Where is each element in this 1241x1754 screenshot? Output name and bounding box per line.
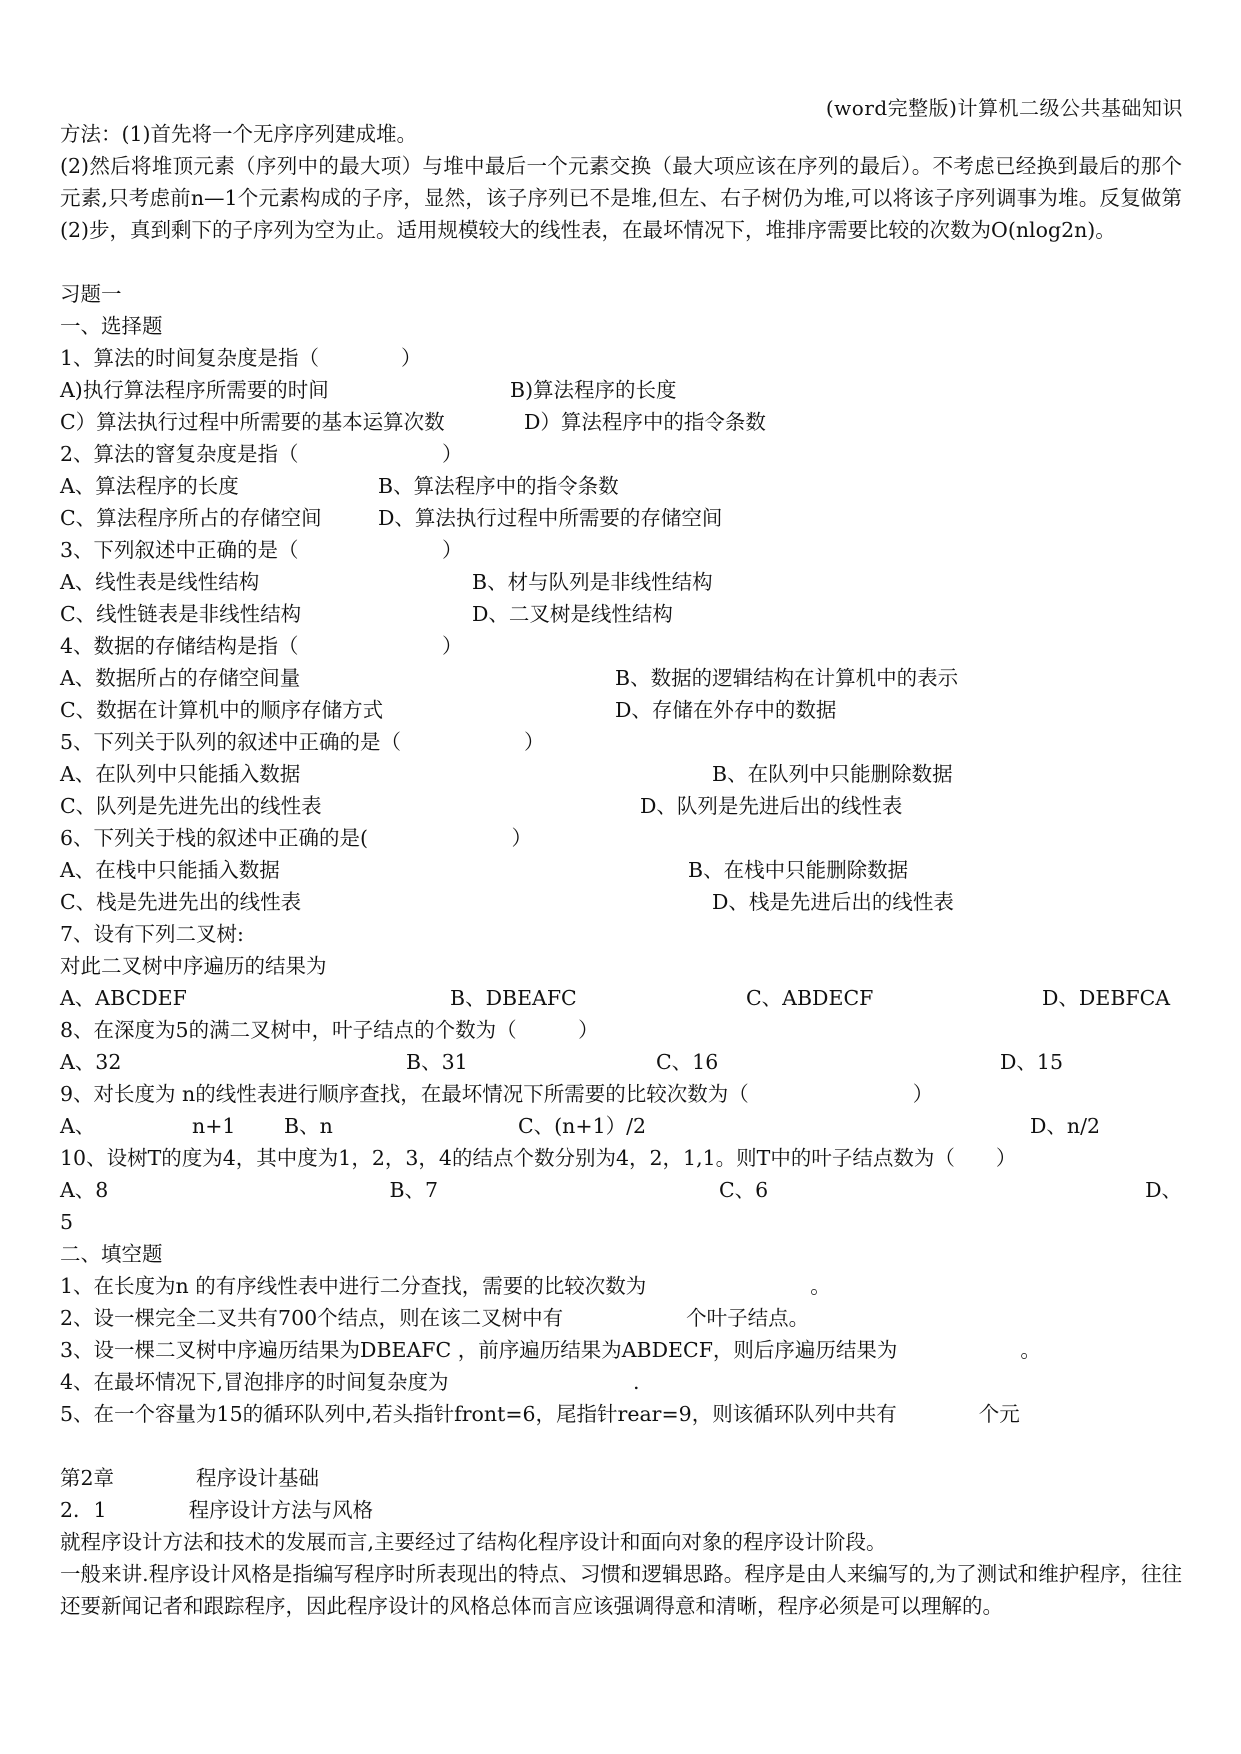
question-options xyxy=(60,790,1182,822)
fill-question: 3、设一棵二叉树中序遍历结果为DBEAFC ，前序遍历结果为ABDECF，则后序遍历结果为 。 xyxy=(60,1338,1041,1362)
option: D、存储在外存中的数据 xyxy=(615,698,837,722)
document-body xyxy=(60,118,1182,1622)
question-options xyxy=(60,982,1182,1014)
question-stem: 8、在深度为5的满二叉树中，叶子结点的个数为（ ） xyxy=(60,1018,599,1042)
option: C、线性链表是非线性结构 xyxy=(60,602,302,626)
option: A、32 xyxy=(60,1050,122,1074)
heap-method-step2: (2)然后将堆顶元素（序列中的最大项）与堆中最后一个元素交换（最大项应该在序列的最后）。不考虑已经换到最后的那个元素,只考虑前n—1个元素构成的子序，显然，该子序列已不是堆,但左、右子树仍为堆,可以将该子序列调事为堆。反复做第(2)步，真到剩下的子序列为空为止。适用规模较大的线性表，在最坏情况下，堆排序需要比较的次数为O(nlog2n)。 xyxy=(60,154,1182,242)
question-options xyxy=(60,1174,1182,1206)
option: A、在栈中只能插入数据 xyxy=(60,858,280,882)
question-options xyxy=(60,662,1182,694)
option: A、8 xyxy=(60,1178,109,1202)
option: A)执行算法程序所需要的时间 xyxy=(60,378,329,402)
question-stem: 7、设有下列二叉树: xyxy=(60,922,244,946)
option: B、数据的逻辑结构在计算机中的表示 xyxy=(615,666,959,690)
option: B、算法程序中的指令条数 xyxy=(378,474,619,498)
option: B、n xyxy=(284,1114,333,1138)
chapter-paragraph: 一般来讲.程序设计风格是指编写程序时所表现出的特点、习惯和逻辑思路。程序是由人来编写的,为了测试和维护程序，往往还要新闻记者和跟踪程序，因此程序设计的风格总体而言应该强调得意和清晰，程序必须是可以理解的。 xyxy=(60,1562,1182,1618)
option: C、栈是先进先出的线性表 xyxy=(60,890,302,914)
option: D、二叉树是线性结构 xyxy=(472,602,673,626)
option: C、数据在计算机中的顺序存储方式 xyxy=(60,698,384,722)
heap-method-step1: 方法：(1)首先将一个无序序列建成堆。 xyxy=(60,122,418,146)
question-stem: 3、下列叙述中正确的是（ ） xyxy=(60,538,463,562)
fill-question: 5、在一个容量为15的循环队列中,若头指针front=6，尾指针rear=9，则该循环队列中共有 个元 xyxy=(60,1402,1020,1426)
option: A、ABCDEF xyxy=(60,986,187,1010)
option: C、队列是先进先出的线性表 xyxy=(60,794,322,818)
option: C）算法执行过程中所需要的基本运算次数 xyxy=(60,410,445,434)
exercise-title: 习题一 xyxy=(60,282,122,306)
option: A、数据所占的存储空间量 xyxy=(60,666,301,690)
option: B、在栈中只能删除数据 xyxy=(688,858,909,882)
page-header: (word完整版)计算机二级公共基础知识 xyxy=(825,96,1183,120)
spacer xyxy=(60,1430,1182,1462)
fill-question: 4、在最坏情况下,冒泡排序的时间复杂度为 . xyxy=(60,1370,640,1394)
option: A、算法程序的长度 xyxy=(60,474,239,498)
question-options xyxy=(60,854,1182,886)
option: D、n/2 xyxy=(1030,1114,1101,1138)
fill-question: 1、在长度为n 的有序线性表中进行二分查找，需要的比较次数为 。 xyxy=(60,1274,831,1298)
question-options xyxy=(60,1110,1182,1142)
option: C、(n+1）/2 xyxy=(518,1114,647,1138)
question-options xyxy=(60,694,1182,726)
option: A、 xyxy=(60,1114,96,1138)
question-options xyxy=(60,502,1182,534)
section-heading: 2．1 程序设计方法与风格 xyxy=(60,1498,374,1522)
question-stem: 5、下列关于队列的叙述中正确的是（ ） xyxy=(60,730,545,754)
chapter-title: 第2章 程序设计基础 xyxy=(60,1466,320,1490)
option: D、队列是先进后出的线性表 xyxy=(640,794,903,818)
fill-question: 2、设一棵完全二叉共有700个结点，则在该二叉树中有 个叶子结点。 xyxy=(60,1306,810,1330)
option: D、 xyxy=(1145,1178,1183,1202)
option: A、线性表是线性结构 xyxy=(60,570,260,594)
option: D、15 xyxy=(1000,1050,1064,1074)
question-options xyxy=(60,470,1182,502)
option: B)算法程序的长度 xyxy=(510,378,677,402)
option: D、栈是先进后出的线性表 xyxy=(712,890,954,914)
question-stem: 2、算法的窨复杂度是指（ ） xyxy=(60,442,463,466)
question-options xyxy=(60,1046,1182,1078)
option: B、31 xyxy=(406,1050,468,1074)
question-prompt: 对此二叉树中序遍历的结果为 xyxy=(60,954,327,978)
question-options xyxy=(60,598,1182,630)
option: B、DBEAFC xyxy=(450,986,577,1010)
question-stem: 1、算法的时间复杂度是指（ ） xyxy=(60,346,422,370)
option: C、6 xyxy=(718,1178,769,1202)
question-options xyxy=(60,406,1182,438)
question-stem: 10、设树T的度为4，其中度为1，2，3，4的结点个数分别为4，2，1,1。则T中的叶子结点数为（ ） xyxy=(60,1146,1017,1170)
question-options xyxy=(60,758,1182,790)
section-choice-title: 一、选择题 xyxy=(60,314,163,338)
option: B、在队列中只能删除数据 xyxy=(712,762,953,786)
question-stem: 6、下列关于栈的叙述中正确的是( ） xyxy=(60,826,533,850)
section-fill-title: 二、填空题 xyxy=(60,1242,163,1266)
option: C、算法程序所占的存储空间 xyxy=(60,506,322,530)
question-options xyxy=(60,886,1182,918)
option-value: n+1 xyxy=(192,1114,236,1138)
option: B、7 xyxy=(389,1178,439,1202)
option-continuation: 5 xyxy=(60,1210,74,1234)
option: C、16 xyxy=(656,1050,719,1074)
option: D）算法程序中的指令条数 xyxy=(524,410,766,434)
option: D、DEBFCA xyxy=(1042,986,1171,1010)
question-options xyxy=(60,374,1182,406)
option: B、材与队列是非线性结构 xyxy=(472,570,713,594)
question-stem: 4、数据的存储结构是指（ ） xyxy=(60,634,463,658)
chapter-paragraph: 就程序设计方法和技术的发展而言,主要经过了结构化程序设计和面向对象的程序设计阶段。 xyxy=(60,1530,887,1554)
option: A、在队列中只能插入数据 xyxy=(60,762,301,786)
question-stem: 9、对长度为 n的线性表进行顺序查找，在最坏情况下所需要的比较次数为（ ） xyxy=(60,1082,934,1106)
option: D、算法执行过程中所需要的存储空间 xyxy=(378,506,723,530)
option: C、ABDECF xyxy=(746,986,874,1010)
question-options xyxy=(60,566,1182,598)
